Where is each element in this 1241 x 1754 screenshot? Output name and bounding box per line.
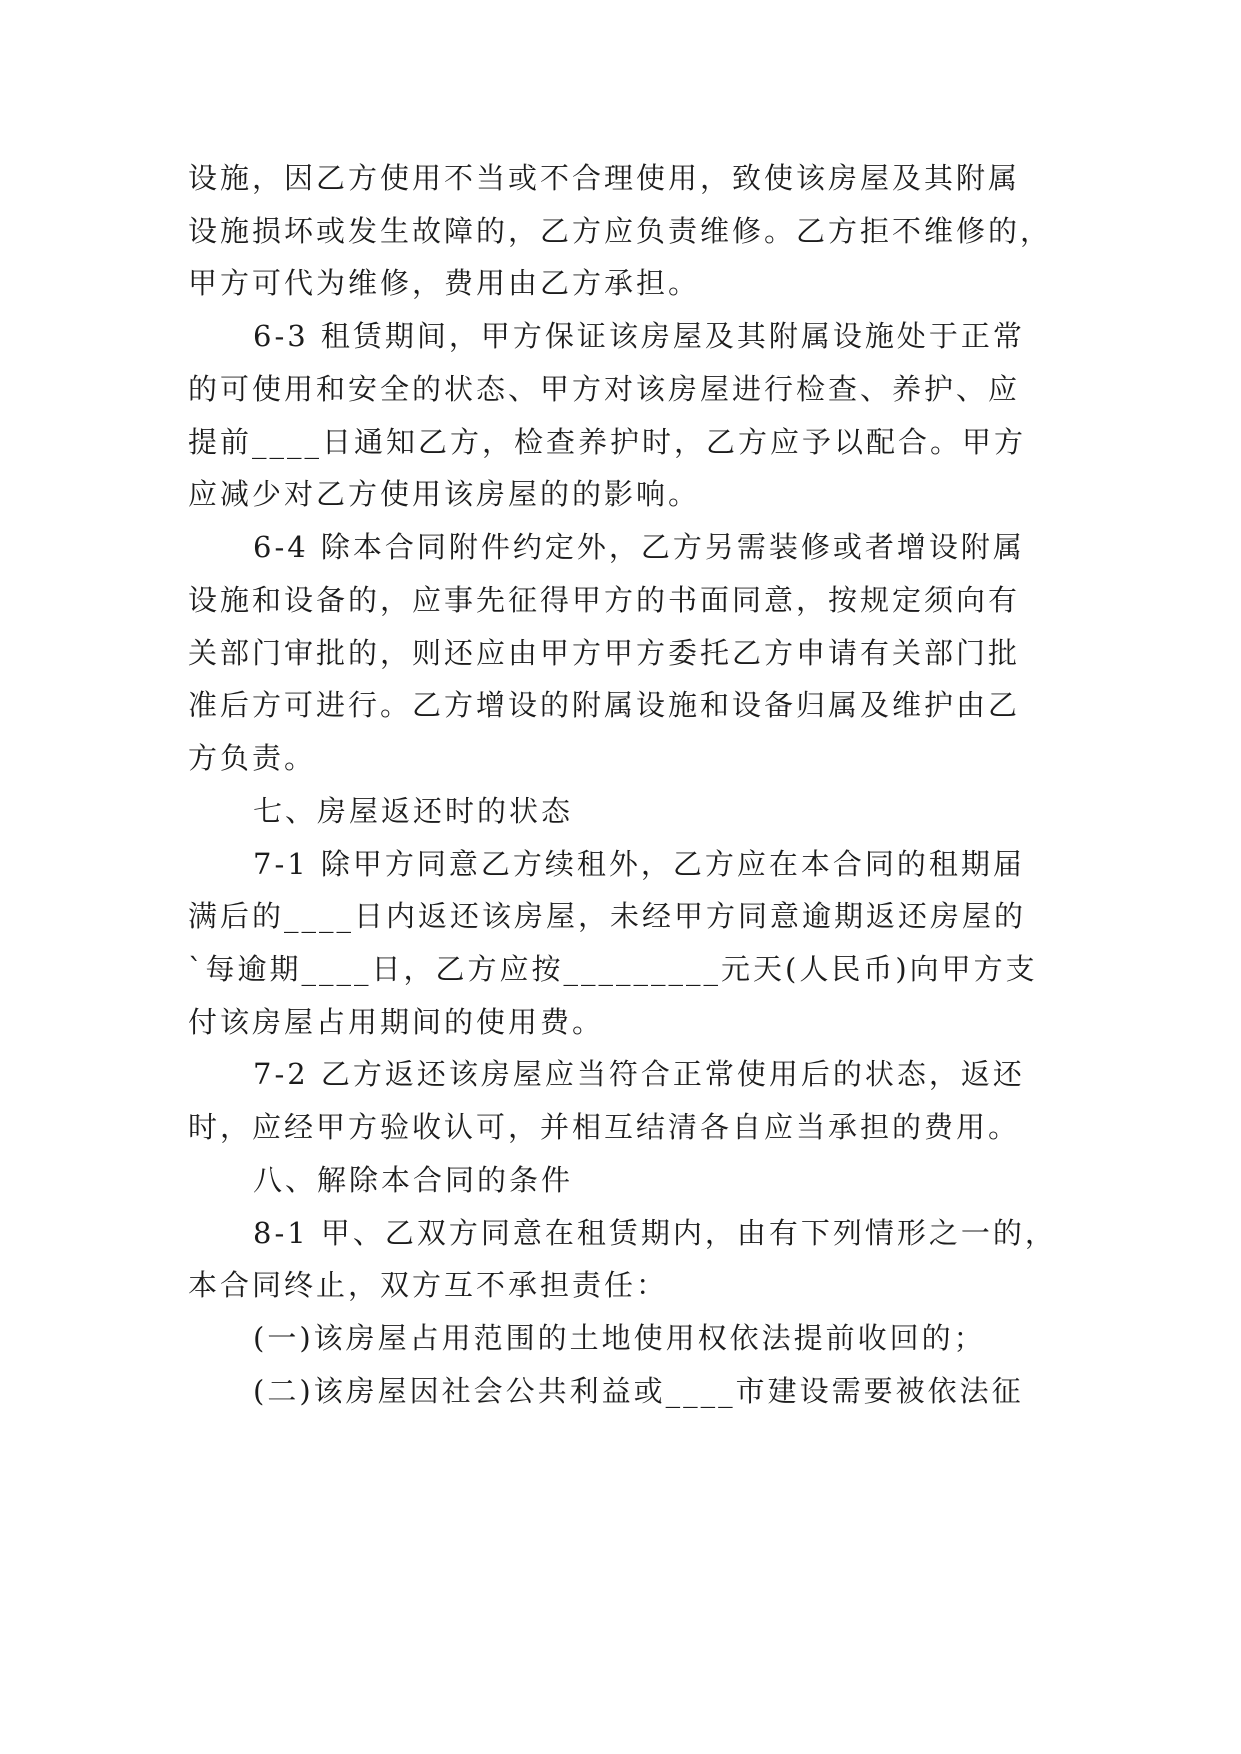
text-line: 关部门审批的，则还应由甲方甲方委托乙方申请有关部门批 — [188, 636, 1021, 670]
text-line: 的可使用和安全的状态、甲方对该房屋进行检查、养护、应 — [188, 372, 1021, 406]
text-line: 方负责。 — [188, 741, 317, 775]
text-line: `每逾期____日，乙方应按_________元天(人民币)向甲方支 — [188, 952, 1038, 986]
section-heading-7: 七、房屋返还时的状态 — [253, 794, 574, 828]
list-item-1: (一)该房屋占用范围的土地使用权依法提前收回的； — [253, 1321, 986, 1355]
text-line: 应减少对乙方使用该房屋的的影响。 — [188, 477, 701, 511]
text-line: 满后的____日内返还该房屋，未经甲方同意逾期返还房屋的 — [188, 899, 1027, 933]
text-line: 提前____日通知乙方，检查养护时，乙方应予以配合。甲方 — [188, 425, 1027, 459]
clause-6-3: 6-3 租赁期间，甲方保证该房屋及其附属设施处于正常 — [253, 319, 1025, 353]
text-line: 付该房屋占用期间的使用费。 — [188, 1005, 605, 1039]
text-line: 本合同终止，双方互不承担责任： — [188, 1268, 669, 1302]
text-line: 时，应经甲方验收认可，并相互结清各自应当承担的费用。 — [188, 1110, 1021, 1144]
text-line: 甲方可代为维修，费用由乙方承担。 — [188, 266, 701, 300]
text-line: 设施损坏或发生故障的，乙方应负责维修。乙方拒不维修的， — [188, 214, 1053, 248]
clause-8-1: 8-1 甲、乙双方同意在租赁期内，由有下列情形之一的， — [253, 1216, 1057, 1250]
text-line: 设施和设备的，应事先征得甲方的书面同意，按规定须向有 — [188, 583, 1021, 617]
clause-6-4: 6-4 除本合同附件约定外，乙方另需装修或者增设附属 — [253, 530, 1025, 564]
clause-7-2: 7-2 乙方返还该房屋应当符合正常使用后的状态，返还 — [253, 1057, 1025, 1091]
text-line: 准后方可进行。乙方增设的附属设施和设备归属及维护由乙 — [188, 688, 1021, 722]
text-line: 设施，因乙方使用不当或不合理使用，致使该房屋及其附属 — [188, 161, 1021, 195]
section-heading-8: 八、解除本合同的条件 — [253, 1163, 574, 1197]
clause-7-1: 7-1 除甲方同意乙方续租外，乙方应在本合同的租期届 — [253, 847, 1025, 881]
list-item-2: (二)该房屋因社会公共利益或____市建设需要被依法征 — [253, 1374, 1024, 1408]
